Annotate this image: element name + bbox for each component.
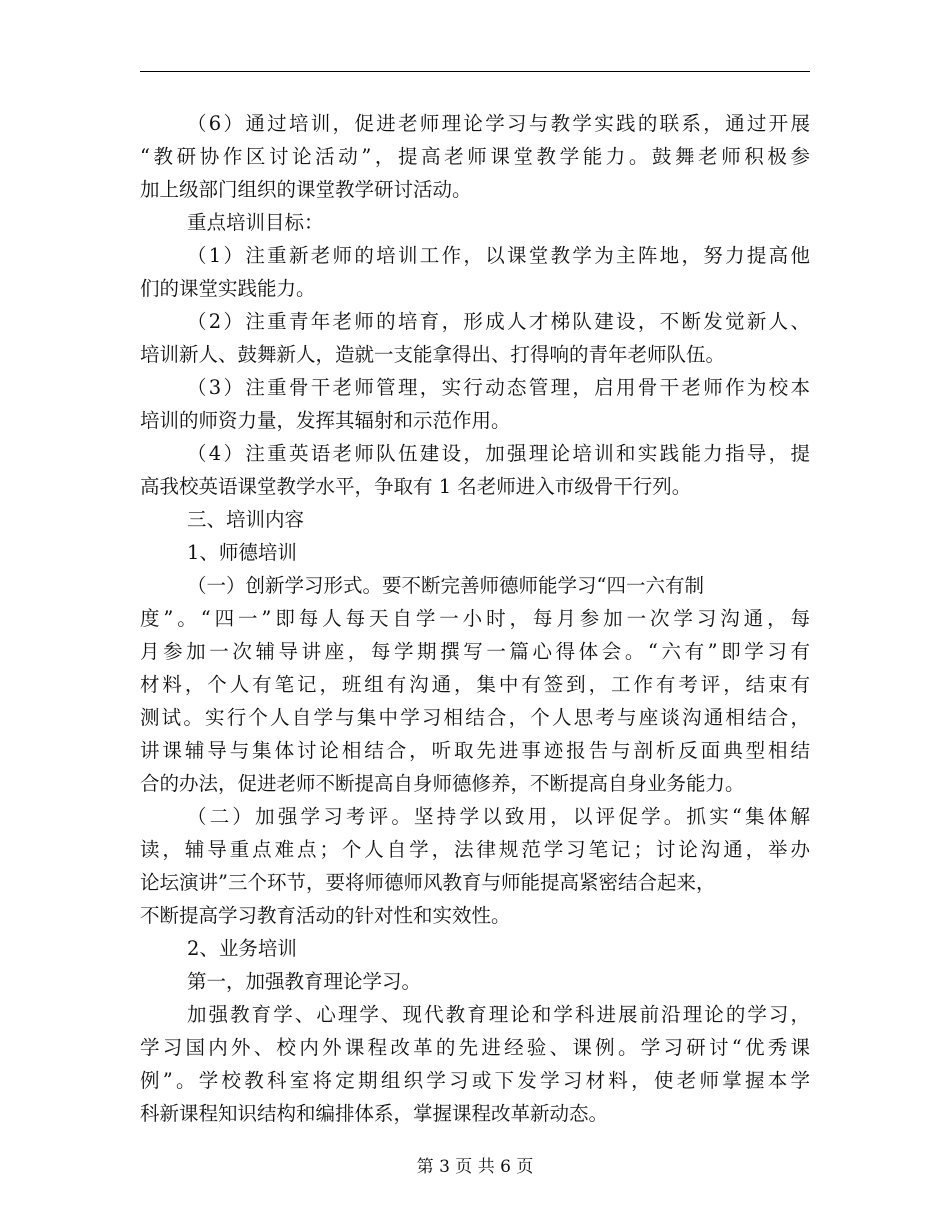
text-line: 材料，个人有笔记，班组有沟通，集中有签到，工作有考评，结束有 xyxy=(140,673,810,696)
document-body xyxy=(140,107,810,1130)
header-rule xyxy=(140,71,810,72)
text-line: 学习国内外、校内外课程改革的先进经验、课例。学习研讨“优秀课 xyxy=(140,1036,810,1059)
text-line: （4）注重英语老师队伍建设，加强理论培训和实践能力指导，提 xyxy=(187,442,810,465)
text-line: （二）加强学习考评。坚持学以致用，以评促学。抓实“集体解 xyxy=(187,805,810,828)
text-line: 培训的师资力量，发挥其辐射和示范作用。 xyxy=(140,409,511,432)
text-line: 讲课辅导与集体讨论相结合，听取先进事迹报告与剖析反面典型相结 xyxy=(140,739,810,762)
text-line: （6）通过培训，促进老师理论学习与教学实践的联系，通过开展 xyxy=(187,112,810,135)
text-line: 培训新人、鼓舞新人，造就一支能拿得出、打得响的青年老师队伍。 xyxy=(140,343,726,366)
text-line: 加上级部门组织的课堂教学研讨活动。 xyxy=(140,178,472,201)
text-line: （一）创新学习形式。要不断完善师德师能学习“四一六有制 xyxy=(187,574,704,597)
text-line: （1）注重新老师的培训工作，以课堂教学为主阵地，努力提高他 xyxy=(187,244,810,267)
text-line: “教研协作区讨论活动”，提高老师课堂教学能力。鼓舞老师积极参 xyxy=(140,145,810,168)
text-line: 读，辅导重点难点；个人自学，法律规范学习笔记；讨论沟通，举办 xyxy=(140,838,810,861)
text-line: 不断提高学习教育活动的针对性和实效性。 xyxy=(140,904,511,927)
page-footer: 第 3 页 共 6 页 xyxy=(416,1157,534,1177)
text-line: 重点培训目标： xyxy=(187,211,324,234)
text-line: 1、师德培训 xyxy=(187,541,297,564)
text-line: 们的课堂实践能力。 xyxy=(140,277,316,300)
text-line: 论坛演讲”三个环节，要将师德师风教育与师能提高紧密结合起来， xyxy=(140,871,716,894)
text-line: 例”。学校教科室将定期组织学习或下发学习材料，使老师掌握本学 xyxy=(140,1069,810,1092)
text-line: 高我校英语课堂教学水平，争取有 1 名老师进入市级骨干行列。 xyxy=(140,475,692,498)
text-line: 合的办法，促进老师不断提高自身师德修养，不断提高自身业务能力。 xyxy=(140,772,745,795)
text-line: 三、培训内容 xyxy=(187,508,305,531)
text-line: 科新课程知识结构和编排体系，掌握课程改革新动态。 xyxy=(140,1102,609,1125)
text-line: （3）注重骨干老师管理，实行动态管理，启用骨干老师作为校本 xyxy=(187,376,810,399)
text-line: 度”。“四一”即每人每天自学一小时，每月参加一次学习沟通，每 xyxy=(140,607,810,630)
text-line: 第一，加强教育理论学习。 xyxy=(187,970,422,993)
text-line: 加强教育学、心理学、现代教育理论和学科进展前沿理论的学习， xyxy=(187,1003,810,1026)
text-line: 2、业务培训 xyxy=(187,937,297,960)
text-line: 测试。实行个人自学与集中学习相结合，个人思考与座谈沟通相结合， xyxy=(140,706,810,729)
text-line: 月参加一次辅导讲座，每学期撰写一篇心得体会。“六有”即学习有 xyxy=(140,640,810,663)
text-line: （2）注重青年老师的培育，形成人才梯队建设，不断发觉新人、 xyxy=(187,310,810,333)
